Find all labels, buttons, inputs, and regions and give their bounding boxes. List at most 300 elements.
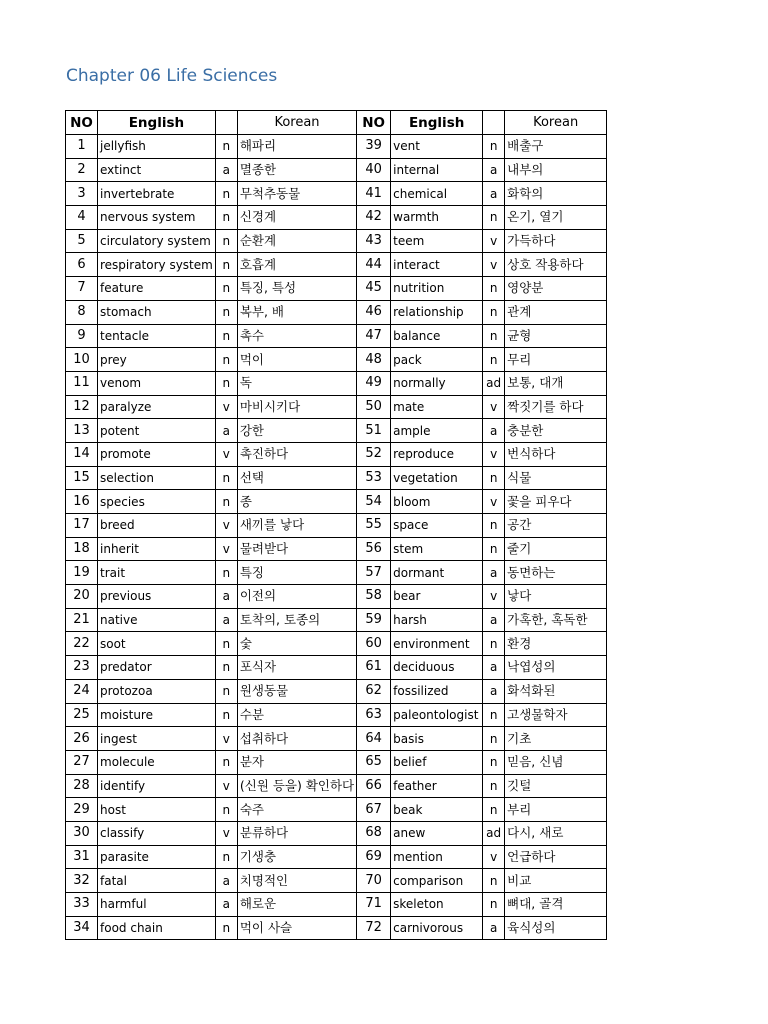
cell-number: 20 [66,585,98,609]
cell-part-of-speech: a [215,608,237,632]
cell-number: 52 [357,442,391,466]
cell-korean: 강한 [237,419,356,443]
cell-english: molecule [98,750,216,774]
cell-part-of-speech: n [215,277,237,301]
cell-korean: 먹이 [237,348,356,372]
table-row [66,395,607,419]
cell-number: 60 [357,632,391,656]
cell-english: fatal [98,869,216,893]
cell-english: ample [391,419,483,443]
cell-english: basis [391,727,483,751]
cell-english: skeleton [391,893,483,917]
cell-english: chemical [391,182,483,206]
cell-english: pack [391,348,483,372]
cell-part-of-speech: v [215,727,237,751]
cell-number: 33 [66,893,98,917]
cell-korean: 숯 [237,632,356,656]
cell-korean: 멸종한 [237,158,356,182]
cell-english: predator [98,656,216,680]
cell-number: 72 [357,916,391,940]
cell-korean: 깃털 [505,774,607,798]
cell-korean: 특징 [237,561,356,585]
cell-korean: 수분 [237,703,356,727]
cell-part-of-speech: n [483,537,505,561]
cell-part-of-speech: v [215,537,237,561]
cell-part-of-speech: v [483,585,505,609]
header-english: English [98,111,216,135]
cell-number: 9 [66,324,98,348]
cell-number: 53 [357,466,391,490]
cell-english: feature [98,277,216,301]
cell-part-of-speech: n [483,632,505,656]
page-title: Chapter 06 Life Sciences [66,66,278,86]
cell-part-of-speech: v [483,490,505,514]
cell-english: potent [98,419,216,443]
cell-part-of-speech: n [483,893,505,917]
cell-english: paleontologist [391,703,483,727]
cell-korean: 동면하는 [505,561,607,585]
cell-number: 5 [66,229,98,253]
cell-english: teem [391,229,483,253]
cell-number: 6 [66,253,98,277]
cell-number: 50 [357,395,391,419]
cell-part-of-speech: n [215,348,237,372]
cell-number: 43 [357,229,391,253]
cell-english: paralyze [98,395,216,419]
cell-number: 1 [66,135,98,159]
table-row [66,632,607,656]
cell-part-of-speech: a [483,561,505,585]
cell-number: 21 [66,608,98,632]
header-no: NO [66,111,98,135]
cell-korean: 가득하다 [505,229,607,253]
table-row [66,608,607,632]
cell-english: breed [98,514,216,538]
cell-part-of-speech: a [483,419,505,443]
cell-number: 67 [357,798,391,822]
table-header-row [66,111,607,135]
cell-part-of-speech: a [483,608,505,632]
cell-part-of-speech: n [483,348,505,372]
cell-english: reproduce [391,442,483,466]
cell-korean: 내부의 [505,158,607,182]
cell-number: 65 [357,750,391,774]
cell-korean: 먹이 사슬 [237,916,356,940]
cell-korean: 꽃을 피우다 [505,490,607,514]
cell-part-of-speech: n [215,845,237,869]
cell-number: 62 [357,679,391,703]
cell-korean: 기생충 [237,845,356,869]
cell-part-of-speech: n [215,135,237,159]
table-row [66,135,607,159]
cell-number: 46 [357,300,391,324]
table-row [66,561,607,585]
cell-english: vent [391,135,483,159]
cell-number: 45 [357,277,391,301]
cell-korean: 보통, 대개 [505,371,607,395]
cell-part-of-speech: v [483,253,505,277]
cell-korean: 식물 [505,466,607,490]
cell-number: 7 [66,277,98,301]
cell-part-of-speech: n [483,774,505,798]
cell-korean: 원생동물 [237,679,356,703]
cell-number: 29 [66,798,98,822]
cell-korean: 분자 [237,750,356,774]
cell-english: prey [98,348,216,372]
cell-english: tentacle [98,324,216,348]
cell-english: relationship [391,300,483,324]
cell-number: 51 [357,419,391,443]
cell-part-of-speech: n [483,324,505,348]
cell-part-of-speech: n [483,869,505,893]
cell-english: invertebrate [98,182,216,206]
cell-english: nutrition [391,277,483,301]
cell-korean: 충분한 [505,419,607,443]
table-row [66,821,607,845]
cell-korean: 다시, 새로 [505,821,607,845]
cell-number: 23 [66,656,98,680]
cell-korean: 상호 작용하다 [505,253,607,277]
table-row [66,893,607,917]
table-row [66,727,607,751]
cell-korean: 가혹한, 혹독한 [505,608,607,632]
cell-english: stem [391,537,483,561]
cell-number: 25 [66,703,98,727]
cell-number: 3 [66,182,98,206]
cell-korean: 해로운 [237,893,356,917]
table-row [66,206,607,230]
cell-english: carnivorous [391,916,483,940]
cell-number: 56 [357,537,391,561]
cell-number: 42 [357,206,391,230]
cell-part-of-speech: n [215,490,237,514]
table-row [66,798,607,822]
cell-english: bear [391,585,483,609]
cell-english: soot [98,632,216,656]
cell-english: mate [391,395,483,419]
cell-part-of-speech: v [215,514,237,538]
cell-korean: 섭취하다 [237,727,356,751]
table-row [66,253,607,277]
cell-part-of-speech: v [215,442,237,466]
cell-number: 34 [66,916,98,940]
cell-english: dormant [391,561,483,585]
cell-part-of-speech: n [215,656,237,680]
cell-korean: 낙엽성의 [505,656,607,680]
cell-english: native [98,608,216,632]
cell-part-of-speech: v [215,395,237,419]
cell-part-of-speech: v [483,229,505,253]
cell-part-of-speech: a [483,679,505,703]
cell-part-of-speech: a [215,869,237,893]
header-korean: Korean [237,111,356,135]
cell-part-of-speech: n [215,703,237,727]
header-pos [215,111,237,135]
table-row [66,466,607,490]
cell-number: 22 [66,632,98,656]
cell-english: jellyfish [98,135,216,159]
cell-part-of-speech: v [483,845,505,869]
cell-number: 57 [357,561,391,585]
cell-korean: 균형 [505,324,607,348]
cell-english: promote [98,442,216,466]
cell-part-of-speech: n [215,371,237,395]
table-row [66,585,607,609]
cell-number: 14 [66,442,98,466]
cell-part-of-speech: n [215,561,237,585]
cell-korean: (신원 등을) 확인하다 [237,774,356,798]
cell-part-of-speech: n [215,916,237,940]
cell-part-of-speech: a [483,182,505,206]
cell-english: feather [391,774,483,798]
table-row [66,514,607,538]
cell-number: 31 [66,845,98,869]
cell-english: vegetation [391,466,483,490]
cell-part-of-speech: n [483,300,505,324]
cell-english: food chain [98,916,216,940]
cell-english: host [98,798,216,822]
cell-number: 13 [66,419,98,443]
cell-korean: 치명적인 [237,869,356,893]
cell-number: 39 [357,135,391,159]
cell-english: stomach [98,300,216,324]
cell-english: ingest [98,727,216,751]
table-row [66,537,607,561]
cell-english: beak [391,798,483,822]
cell-korean: 뼈대, 골격 [505,893,607,917]
table-row [66,869,607,893]
cell-number: 26 [66,727,98,751]
cell-part-of-speech: v [483,442,505,466]
cell-part-of-speech: n [483,135,505,159]
table-row [66,182,607,206]
table-row [66,348,607,372]
cell-number: 59 [357,608,391,632]
table-row [66,324,607,348]
cell-korean: 무척추동물 [237,182,356,206]
cell-english: environment [391,632,483,656]
cell-korean: 종 [237,490,356,514]
cell-part-of-speech: n [215,182,237,206]
cell-english: extinct [98,158,216,182]
cell-english: circulatory system [98,229,216,253]
cell-korean: 고생물학자 [505,703,607,727]
cell-korean: 화석화된 [505,679,607,703]
cell-number: 2 [66,158,98,182]
cell-number: 44 [357,253,391,277]
cell-english: anew [391,821,483,845]
cell-part-of-speech: a [215,893,237,917]
cell-korean: 언급하다 [505,845,607,869]
cell-part-of-speech: n [215,324,237,348]
cell-part-of-speech: n [215,466,237,490]
cell-english: harsh [391,608,483,632]
cell-part-of-speech: n [483,727,505,751]
cell-part-of-speech: a [215,585,237,609]
cell-korean: 번식하다 [505,442,607,466]
cell-number: 30 [66,821,98,845]
cell-korean: 공간 [505,514,607,538]
cell-part-of-speech: n [483,277,505,301]
cell-korean: 배출구 [505,135,607,159]
cell-korean: 온기, 열기 [505,206,607,230]
table-row [66,442,607,466]
cell-number: 54 [357,490,391,514]
cell-korean: 해파리 [237,135,356,159]
cell-english: identify [98,774,216,798]
cell-korean: 낳다 [505,585,607,609]
cell-number: 40 [357,158,391,182]
table-row [66,277,607,301]
cell-number: 12 [66,395,98,419]
cell-korean: 육식성의 [505,916,607,940]
cell-number: 10 [66,348,98,372]
cell-korean: 짝짓기를 하다 [505,395,607,419]
header-korean: Korean [505,111,607,135]
cell-korean: 숙주 [237,798,356,822]
cell-number: 63 [357,703,391,727]
cell-korean: 마비시키다 [237,395,356,419]
cell-english: mention [391,845,483,869]
table-row [66,419,607,443]
table-row [66,845,607,869]
table-row [66,750,607,774]
cell-part-of-speech: ad [483,371,505,395]
cell-number: 61 [357,656,391,680]
cell-part-of-speech: v [215,774,237,798]
cell-part-of-speech: a [215,158,237,182]
cell-part-of-speech: n [215,300,237,324]
table-row [66,371,607,395]
cell-english: bloom [391,490,483,514]
cell-part-of-speech: n [215,229,237,253]
cell-korean: 분류하다 [237,821,356,845]
cell-english: trait [98,561,216,585]
cell-english: comparison [391,869,483,893]
cell-part-of-speech: n [215,253,237,277]
cell-korean: 복부, 배 [237,300,356,324]
cell-english: interact [391,253,483,277]
cell-part-of-speech: a [483,916,505,940]
cell-english: space [391,514,483,538]
cell-number: 48 [357,348,391,372]
cell-number: 27 [66,750,98,774]
cell-english: normally [391,371,483,395]
cell-number: 41 [357,182,391,206]
cell-number: 18 [66,537,98,561]
cell-english: protozoa [98,679,216,703]
cell-number: 16 [66,490,98,514]
cell-english: belief [391,750,483,774]
cell-english: previous [98,585,216,609]
header-english: English [391,111,483,135]
cell-korean: 줄기 [505,537,607,561]
cell-part-of-speech: n [483,703,505,727]
cell-english: internal [391,158,483,182]
cell-part-of-speech: v [215,821,237,845]
cell-english: warmth [391,206,483,230]
cell-part-of-speech: a [483,158,505,182]
cell-korean: 신경계 [237,206,356,230]
table-row [66,300,607,324]
cell-part-of-speech: v [483,395,505,419]
cell-english: species [98,490,216,514]
cell-part-of-speech: n [215,750,237,774]
cell-part-of-speech: n [215,632,237,656]
cell-part-of-speech: n [483,750,505,774]
cell-korean: 토착의, 토종의 [237,608,356,632]
cell-part-of-speech: n [483,206,505,230]
cell-english: venom [98,371,216,395]
cell-number: 8 [66,300,98,324]
cell-number: 55 [357,514,391,538]
cell-number: 70 [357,869,391,893]
table-row [66,916,607,940]
cell-part-of-speech: n [215,798,237,822]
cell-korean: 비교 [505,869,607,893]
cell-korean: 영양분 [505,277,607,301]
cell-number: 47 [357,324,391,348]
cell-english: inherit [98,537,216,561]
cell-part-of-speech: n [215,679,237,703]
cell-number: 64 [357,727,391,751]
table-row [66,229,607,253]
table-row [66,703,607,727]
cell-korean: 믿음, 신념 [505,750,607,774]
cell-korean: 기초 [505,727,607,751]
cell-korean: 무리 [505,348,607,372]
cell-english: nervous system [98,206,216,230]
cell-number: 11 [66,371,98,395]
cell-korean: 촉수 [237,324,356,348]
cell-korean: 화학의 [505,182,607,206]
cell-number: 68 [357,821,391,845]
cell-korean: 포식자 [237,656,356,680]
cell-number: 28 [66,774,98,798]
cell-part-of-speech: n [483,798,505,822]
cell-korean: 독 [237,371,356,395]
cell-number: 24 [66,679,98,703]
vocabulary-table [65,110,607,940]
cell-part-of-speech: n [483,466,505,490]
cell-korean: 특징, 특성 [237,277,356,301]
table-row [66,679,607,703]
cell-part-of-speech: a [483,656,505,680]
cell-korean: 촉진하다 [237,442,356,466]
cell-part-of-speech: n [483,514,505,538]
cell-number: 71 [357,893,391,917]
cell-english: moisture [98,703,216,727]
cell-korean: 물려받다 [237,537,356,561]
cell-number: 17 [66,514,98,538]
cell-english: classify [98,821,216,845]
cell-korean: 순환계 [237,229,356,253]
cell-english: harmful [98,893,216,917]
cell-part-of-speech: ad [483,821,505,845]
cell-english: balance [391,324,483,348]
table-row [66,656,607,680]
cell-number: 32 [66,869,98,893]
cell-number: 15 [66,466,98,490]
header-no: NO [357,111,391,135]
cell-english: respiratory system [98,253,216,277]
cell-number: 58 [357,585,391,609]
cell-number: 66 [357,774,391,798]
table-row [66,490,607,514]
cell-part-of-speech: n [215,206,237,230]
cell-number: 49 [357,371,391,395]
cell-korean: 환경 [505,632,607,656]
